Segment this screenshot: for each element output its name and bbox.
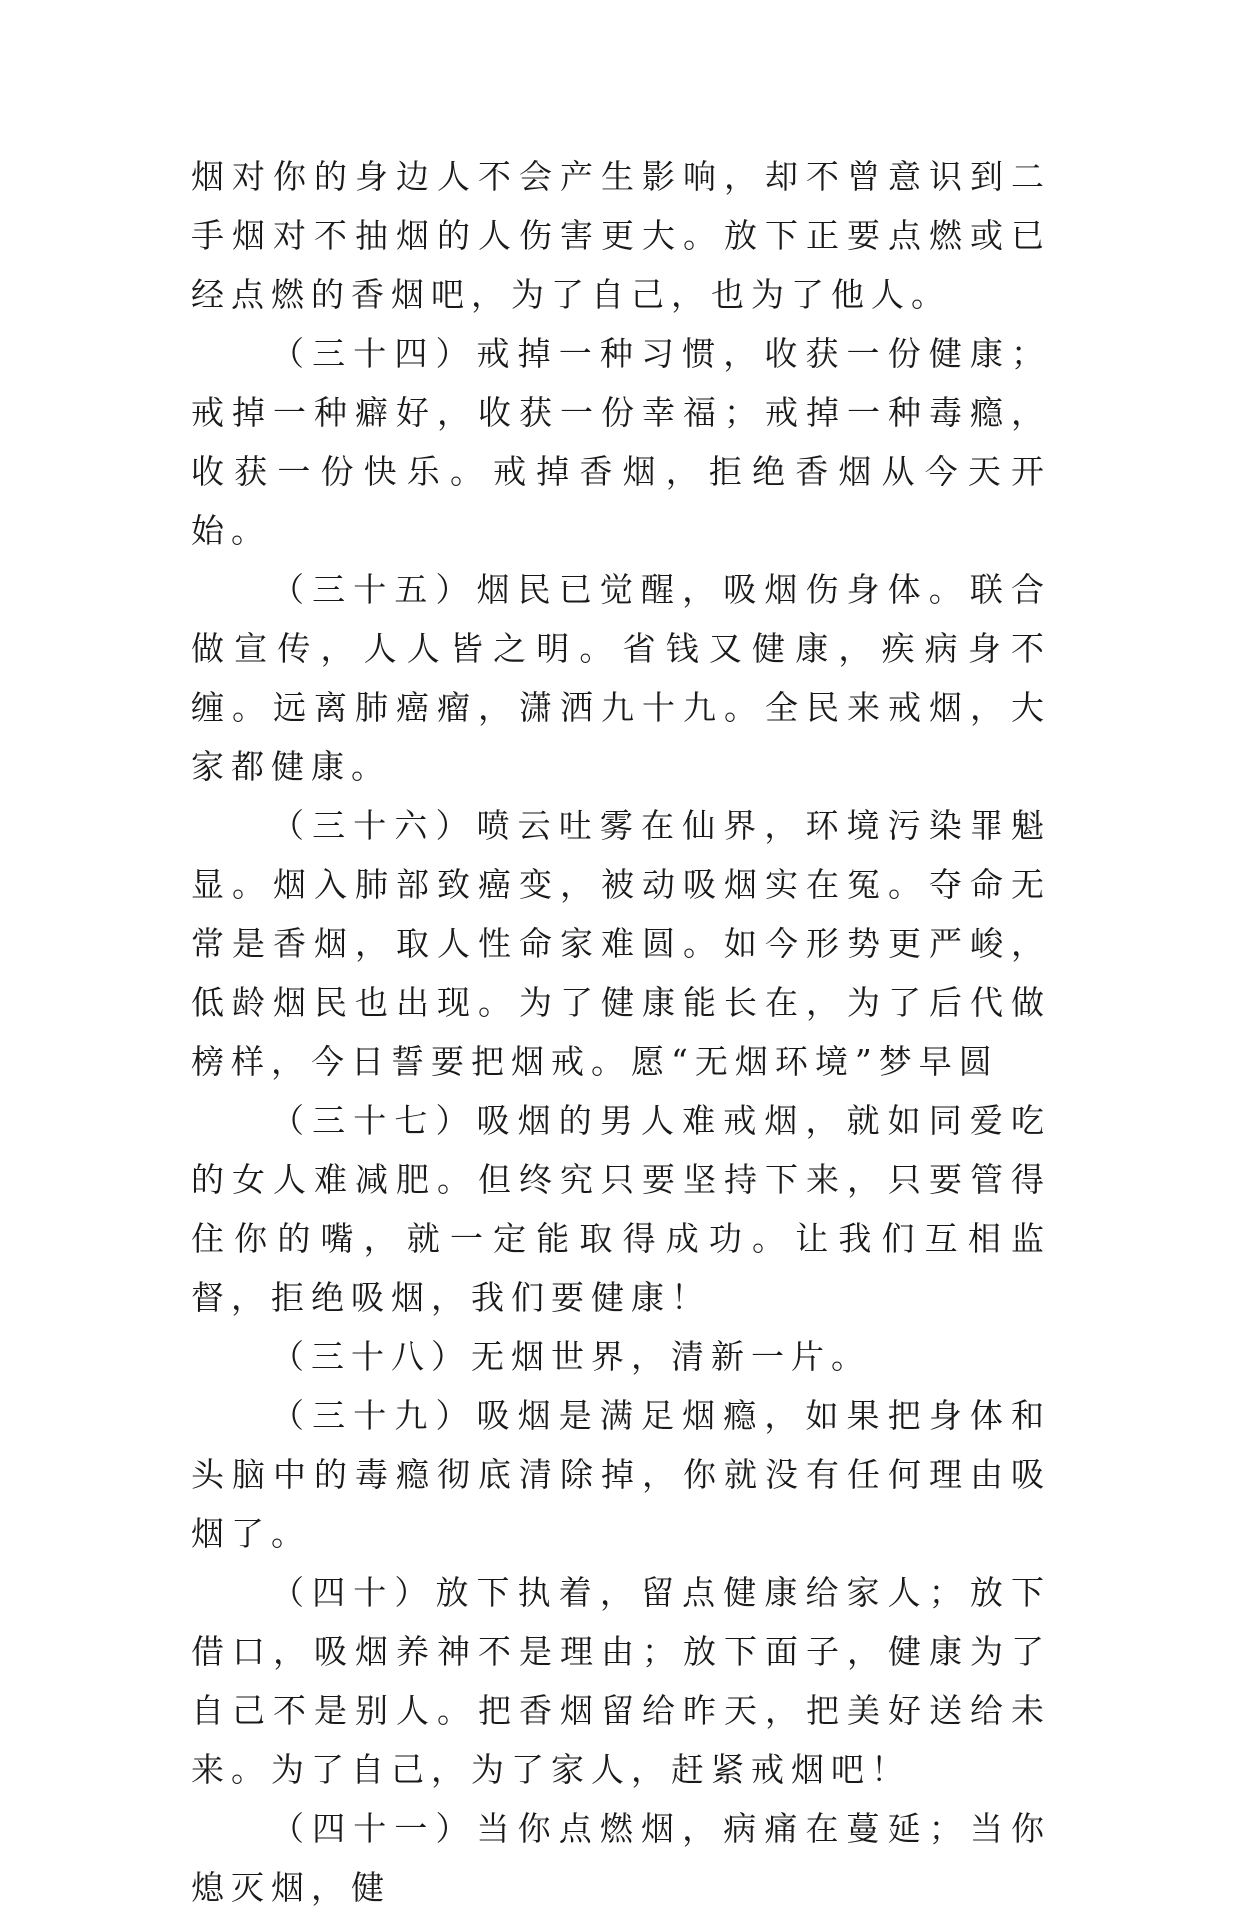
paragraph-2: （三十四）戒掉一种习惯，收获一份健康；戒掉一种癖好，收获一份幸福；戒掉一种毒瘾，收获一份快乐。戒掉香烟，拒绝香烟从今天开始。 — [191, 334, 1051, 550]
paragraph-5: （三十七）吸烟的男人难戒烟，就如同爱吃的女人难减肥。但终究只要坚持下来，只要管得住你的嘴，就一定能取得成功。让我们互相监督，拒绝吸烟，我们要健康！ — [191, 1101, 1051, 1317]
document-page — [191, 147, 1051, 1917]
paragraph-3: （三十五）烟民已觉醒，吸烟伤身体。联合做宣传，人人皆之明。省钱又健康，疾病身不缠。远离肺癌瘤，潇洒九十九。全民来戒烟，大家都健康。 — [191, 570, 1051, 786]
paragraph-4: （三十六）喷云吐雾在仙界，环境污染罪魁显。烟入肺部致癌变，被动吸烟实在冤。夺命无常是香烟，取人性命家难圆。如今形势更严峻，低龄烟民也出现。为了健康能长在，为了后代做榜样，今日誓要把烟戒。愿“无烟环境”梦早圆 — [191, 806, 1051, 1081]
paragraph-9: （四十一）当你点燃烟，病痛在蔓延；当你熄灭烟，健 — [191, 1809, 1051, 1907]
paragraph-6: （三十八）无烟世界，清新一片。 — [271, 1337, 871, 1376]
paragraph-7: （三十九）吸烟是满足烟瘾，如果把身体和头脑中的毒瘾彻底清除掉，你就没有任何理由吸烟了。 — [191, 1396, 1051, 1553]
paragraph-8: （四十）放下执着，留点健康给家人；放下借口，吸烟养神不是理由；放下面子，健康为了自己不是别人。把香烟留给昨天，把美好送给未来。为了自己，为了家人，赶紧戒烟吧！ — [191, 1573, 1051, 1789]
paragraph-1: 烟对你的身边人不会产生影响，却不曾意识到二手烟对不抽烟的人伤害更大。放下正要点燃或已经点燃的香烟吧，为了自己，也为了他人。 — [191, 157, 1051, 314]
